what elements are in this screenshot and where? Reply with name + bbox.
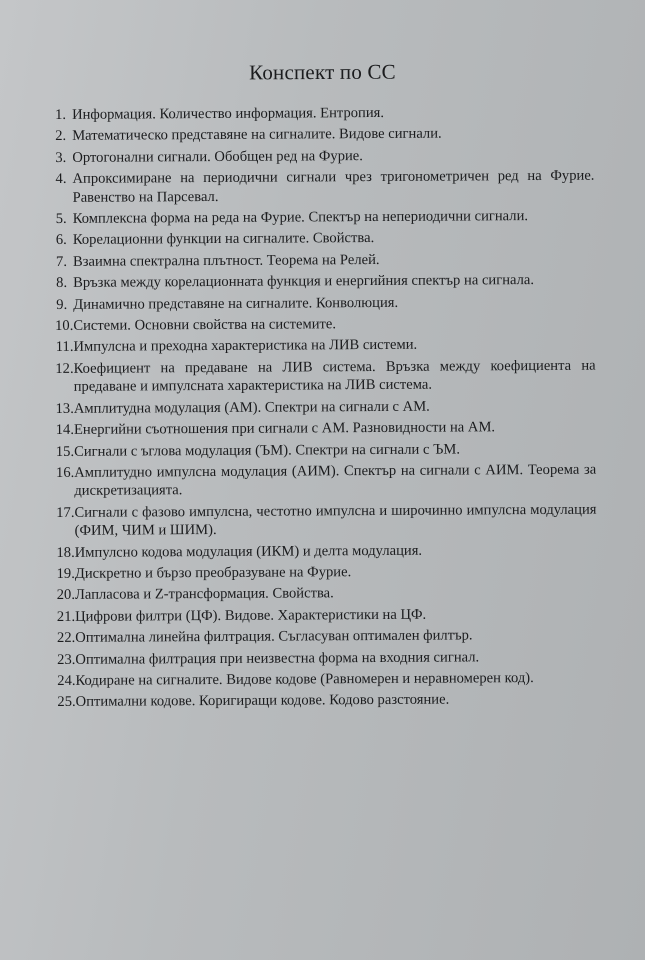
item-text: Оптимална филтрация при неизвестна форма на входния сигнал.	[75, 648, 480, 668]
item-number: 21.	[56, 608, 76, 625]
item-text: Апроксимиране на периодични сигнали чрез тригонометричен ред на Фурие. Равенство на Парсевал.	[72, 167, 595, 206]
list-item	[48, 418, 596, 440]
list-item	[49, 604, 597, 626]
item-text: Корелационни функции на сигналите. Свойства.	[72, 230, 375, 249]
item-text: Взаимна спектрална плътност. Теорема на Релей.	[72, 251, 380, 270]
item-text: Ортогонални сигнали. Обобщен ред на Фурие.	[72, 147, 363, 166]
list-item	[47, 314, 595, 336]
list-item	[47, 207, 595, 229]
item-text: Системи. Основни свойства на системите.	[73, 316, 337, 334]
item-number: 11.	[55, 339, 74, 356]
item-text: Оптимална линейна филтрация. Съгласуван оптимален филтър.	[75, 627, 473, 646]
item-number: 9.	[56, 296, 68, 313]
item-text: Математическо представяне на сигналите. Видове сигнали.	[72, 125, 442, 145]
item-number: 24.	[57, 672, 76, 689]
list-item	[46, 103, 594, 125]
item-text: Динамично представяне на сигналите. Конволюция.	[73, 294, 399, 313]
item-number: 23.	[57, 651, 76, 668]
list-item	[49, 583, 597, 605]
item-text: Сигнали с ъглова модулация (ЪМ). Спектри на сигнали с ЪМ.	[74, 440, 461, 460]
list-item	[48, 439, 596, 461]
item-text: Оптимални кодове. Коригиращи кодове. Кодово разстояние.	[75, 691, 450, 711]
list-item	[48, 396, 596, 418]
item-text: Амплитудна модулация (АМ). Спектри на сигнали с АМ.	[73, 398, 430, 417]
page-title: Конспект по СС	[249, 59, 396, 85]
list-item	[48, 461, 596, 501]
item-number: 7.	[55, 253, 68, 270]
item-number: 13.	[55, 400, 74, 417]
item-text: Връзка между корелационната функция и енергийния спектър на сигнала.	[73, 272, 535, 292]
list-item	[46, 124, 594, 146]
list-item	[49, 562, 597, 584]
item-number: 12.	[55, 360, 74, 377]
list-item	[47, 228, 595, 250]
item-number: 4.	[55, 171, 67, 188]
list-item	[47, 249, 595, 271]
list-item	[49, 669, 597, 691]
list-item	[48, 357, 596, 397]
item-number: 10.	[55, 317, 74, 335]
item-text: Цифрови филтри (ЦФ). Видове. Характеристики на ЦФ.	[75, 606, 427, 625]
item-text: Кодиране на сигналите. Видове кодове (Равномерен и неравномерен код).	[75, 670, 534, 689]
item-number: 19.	[56, 565, 75, 582]
list-item	[46, 145, 594, 167]
item-number: 1.	[55, 106, 67, 123]
item-number: 14.	[55, 421, 75, 439]
list-item	[50, 690, 598, 712]
item-number: 17.	[56, 504, 75, 521]
item-text: Импулсна и преходна характеристика на ЛИВ системи.	[73, 337, 418, 356]
item-number: 25.	[57, 694, 76, 711]
topic-list	[46, 103, 598, 715]
list-item	[49, 647, 597, 669]
item-number: 18.	[56, 544, 75, 561]
item-text: Импулсно кодова модулация (ИКМ) и делта модулация.	[74, 542, 423, 561]
list-item	[49, 540, 597, 562]
item-number: 3.	[55, 149, 67, 166]
item-number: 15.	[55, 443, 75, 460]
list-item	[47, 292, 595, 314]
item-text: Коефициент на предаване на ЛИВ система. Връзка между коефициента на предаване и импулсната характеристика на ЛИВ система.	[73, 357, 596, 396]
list-item	[47, 271, 595, 293]
item-text: Лапласова и Z-трансформация. Свойства.	[74, 585, 334, 604]
item-text: Комплексна форма на реда на Фурие. Спектър на непериодични сигнали.	[72, 208, 529, 227]
list-item	[49, 626, 597, 648]
item-number: 2.	[55, 128, 67, 145]
item-number: 22.	[56, 629, 76, 647]
item-number: 8.	[56, 275, 68, 292]
item-text: Енергийни съотношения при сигнали с АМ. Разновидности на АМ.	[73, 419, 496, 438]
list-item	[47, 335, 595, 357]
list-item	[46, 167, 594, 207]
item-number: 5.	[55, 210, 67, 227]
item-text: Сигнали с фазово импулсна, честотно импулсна и широчинно импулсна модулация (ФИМ, ЧИМ и ШИМ).	[74, 501, 597, 539]
item-text: Информация. Количество информация. Ентропия.	[72, 104, 385, 123]
item-number: 20.	[56, 587, 76, 604]
item-text: Амплитудно импулсна модулация (АИМ). Спектър на сигнали с АИМ. Теорема за дискретизацията.	[74, 461, 597, 500]
item-text: Дискретно и бързо преобразуване на Фурие.	[74, 564, 352, 582]
list-item	[48, 500, 596, 540]
item-number: 16.	[55, 464, 75, 481]
item-number: 6.	[55, 232, 67, 249]
